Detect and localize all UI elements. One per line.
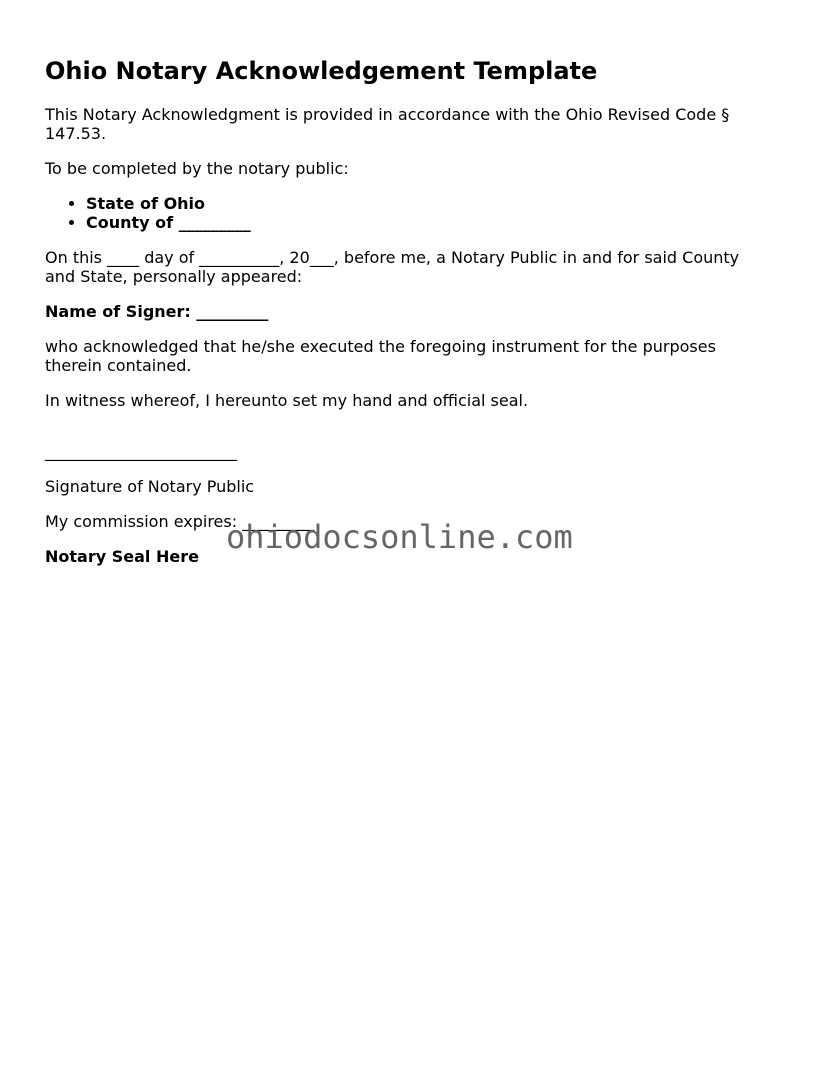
signer-name-line: Name of Signer: _________ (45, 302, 269, 321)
venue-list (45, 194, 765, 232)
notary-seal-label: Notary Seal Here (45, 547, 199, 566)
document-title: Ohio Notary Acknowledgement Template (45, 57, 598, 85)
venue-county: • County of _________ (86, 213, 765, 232)
venue-state: • State of Ohio (86, 194, 765, 213)
watermark-text: ohiodocsonline.com (226, 518, 573, 556)
instruction-paragraph: To be completed by the notary public: (45, 159, 349, 178)
acknowledgment-paragraph: who acknowledged that he/she executed the foregoing instrument for the purposes therein contained. (45, 337, 716, 375)
commission-expiry-line: My commission expires: _________ (45, 512, 315, 531)
witness-paragraph: In witness whereof, I hereunto set my hand and official seal. (45, 391, 529, 410)
date-paragraph: On this ____ day of __________, 20___, before me, a Notary Public in and for said County and State, personally appeared: (45, 248, 740, 286)
document-page (45, 56, 765, 582)
signature-blank-line: ________________________ (45, 442, 237, 461)
signature-label: Signature of Notary Public (45, 477, 255, 496)
intro-paragraph: This Notary Acknowledgment is provided in accordance with the Ohio Revised Code § 147.53. (45, 105, 730, 143)
